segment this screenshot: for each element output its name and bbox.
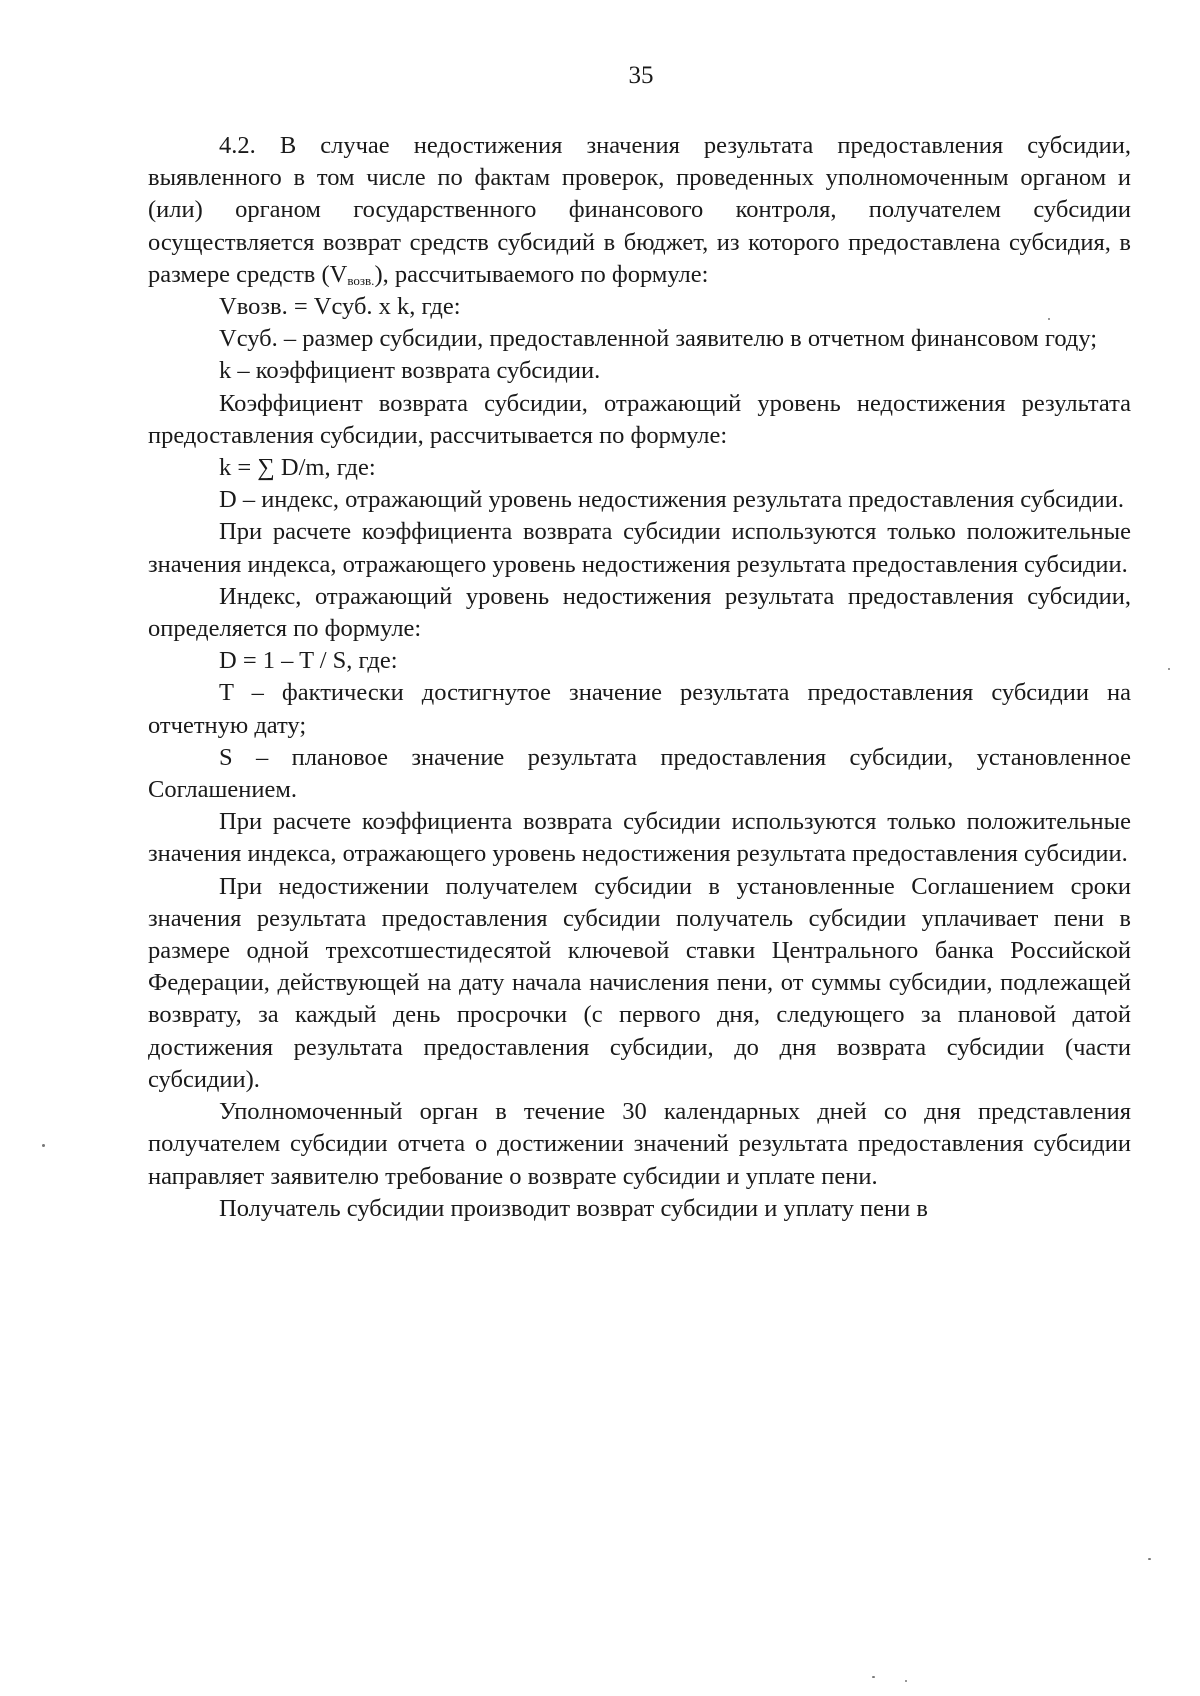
page-number: 35	[628, 62, 654, 89]
formula-return-amount: Vвозв. = Vсуб. x k, где:	[219, 293, 461, 321]
paragraph-coefficient: Коэффициент возврата субсидии, отражающий уровень недостижения результата предоставления субсидии, рассчитывается по формуле:	[148, 389, 1131, 449]
definition-d: D – индекс, отражающий уровень недостижения результата предоставления субсидии.	[219, 486, 1124, 514]
document-body	[148, 130, 1131, 1225]
definition-s: S – плановое значение результата предоставления субсидии, установленное Соглашением.	[148, 743, 1131, 804]
v-subscript: возв.	[347, 272, 375, 288]
paragraph-last: Получатель субсидии производит возврат субсидии и уплату пени в	[219, 1194, 928, 1222]
formula-coefficient: k = ∑ D/m, где:	[219, 454, 376, 482]
formula-index: D = 1 – T / S, где:	[219, 647, 398, 675]
paragraph-authorized-body: Уполномоченный орган в течение 30 календарных дней со дня представления получателем субсидии отчета о достижении значений результата предоставления субсидии направляет заявителю требование о возврате субсидии и уплате пени.	[148, 1098, 1131, 1190]
paragraph-positive-values-1: При расчете коэффициента возврата субсидии используются только положительные значения индекса, отражающего уровень недостижения результата предоставления субсидии.	[148, 518, 1131, 578]
paragraph-4-2-text: 4.2. В случае недостижения значения результата предоставления субсидии, выявленного в том числе по фактам проверок, проведенных уполномоченным органом и (или) органом государственного финансового контроля, получателем субсидии осуществляется возврат средств субсидий в бюджет, из которого предоставлена субсидия, в размере средств (V	[148, 132, 1131, 288]
paragraph-positive-values-2: При расчете коэффициента возврата субсидии используются только положительные значения индекса, отражающего уровень недостижения результата предоставления субсидии.	[148, 808, 1131, 868]
paragraph-4-2-tail: ), рассчитываемого по формуле:	[374, 260, 709, 288]
definition-k: k – коэффициент возврата субсидии.	[219, 357, 601, 385]
paragraph-penalty: При недостижении получателем субсидии в установленные Соглашением сроки значения результата предоставления субсидии получатель субсидии уплачивает пени в размере одной трехсотшестидесятой ключевой ставки Центрального банка Российской Федерации, действующей на дату начала начисления пени, от суммы субсидии, подлежащей возврату, за каждый день просрочки (с первого дня, следующего за плановой датой достижения результата предоставления субсидии, до дня возврата субсидии (части субсидии).	[148, 872, 1131, 1093]
definition-t: T – фактически достигнутое значение результата предоставления субсидии на отчетную дату;	[148, 679, 1131, 739]
paragraph-index: Индекс, отражающий уровень недостижения результата предоставления субсидии, определяется по формуле:	[148, 582, 1131, 643]
paragraph-4-2	[148, 130, 1131, 291]
definition-vsub: Vсуб. – размер субсидии, предоставленной заявителю в отчетном финансовом году;	[219, 325, 1098, 353]
